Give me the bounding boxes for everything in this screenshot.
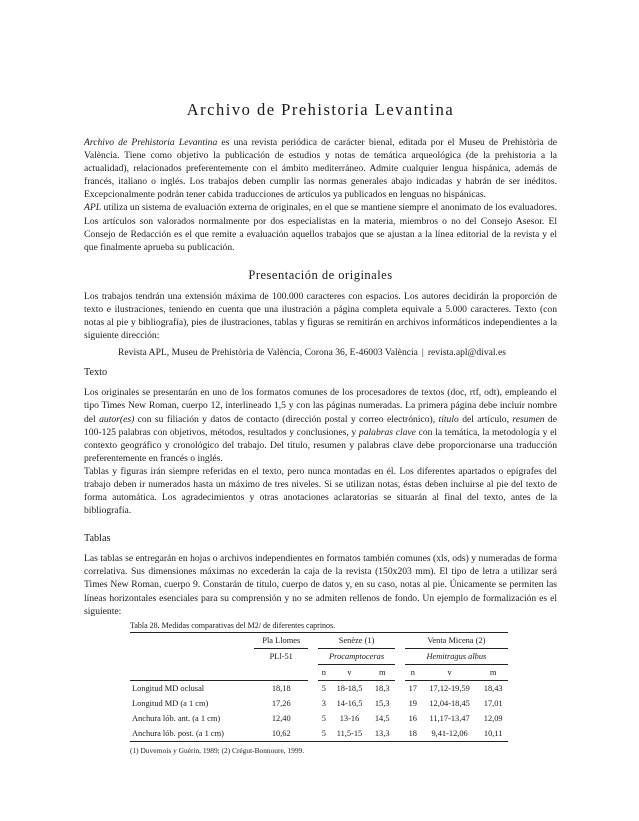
texto-p1-em-resumen: resumen [512, 413, 545, 425]
submission-address [84, 346, 557, 359]
subhead-v-1: v [329, 665, 369, 681]
row-label: Longitud MD (a 1 cm) [132, 699, 209, 708]
subhead-n-2: n [405, 665, 421, 681]
cell-m2: 12,09 [483, 714, 503, 723]
table-header-row-3-label-cell [130, 665, 254, 681]
table-header-row-3 [130, 665, 508, 681]
group2-header: Senèze (1) [318, 633, 394, 649]
example-table [130, 632, 508, 742]
cell-m2: 18,43 [483, 684, 503, 693]
cell-pl: 17,26 [271, 699, 291, 708]
table-row [130, 696, 508, 711]
cell-n1: 5 [321, 684, 326, 693]
cell-pl: 12,40 [271, 714, 291, 723]
email-link[interactable]: revista.apl@dival.es [427, 347, 506, 359]
table-row [130, 726, 508, 742]
section-heading-tablas: Tablas [84, 533, 111, 545]
texto-p1-em-titulo: título [438, 413, 459, 425]
cell-m1: 15,3 [374, 699, 390, 708]
table-empty-corner [130, 633, 254, 649]
subhead-v-2: v [421, 665, 479, 681]
cell-v2: 9,41-12,06 [421, 726, 479, 742]
postal-address: Revista APL, Museu de Prehistòria de València, Corona 36, E-46003 València [118, 347, 418, 359]
cell-pl: 10,62 [254, 726, 308, 742]
intro-paragraph-1-text: es una revista periódica de carácter bienal, editada por el Museu de Prehistòria de València. Tiene como objetivo la publicación de estudios y notas de temática arqueológica (de la prehistoria a la actualidad), relacionados preferentemente con el ámbito mediterráneo. Admite cualquier lengua hispánica, además de francés, italiano o inglés. Los trabajos deben cumplir las normas generales abajo indicadas y habrán de ser inéditos. Excepcionalmente podrán tener cabida traducciones de artículos ya publicados en lenguas no hispánicas. [84, 137, 557, 201]
texto-p1-em-autores: autor(es) [99, 413, 135, 425]
journal-name-italic: Archivo de Prehistoria Levantina [84, 137, 218, 148]
subhead-m-2: m [478, 665, 508, 681]
cell-v2: 11,17-13,47 [429, 714, 470, 723]
cell-n1: 5 [318, 726, 329, 742]
cell-v1: 13-16 [339, 714, 360, 723]
table-header-row-2 [130, 649, 508, 665]
texto-p1-em-palabras-clave: palabras clave [358, 426, 416, 438]
table-caption: Tabla 28. Medidas comparativas del M2/ de diferentes caprinos. [130, 621, 336, 630]
cell-n1: 3 [321, 699, 326, 708]
apl-abbrev-italic: APL [84, 202, 102, 214]
table-row [130, 711, 508, 726]
cell-v1: 11,5-15 [329, 726, 369, 742]
cell-n1: 5 [321, 714, 326, 723]
intro-paragraph-1 [84, 136, 557, 201]
cell-m1: 13,3 [370, 726, 395, 742]
intro-paragraph-2-text: utiliza un sistema de evaluación externa de originales, en el que se mantiene siempre el anonimato de los evaluadores. Los artículos son valorados normalmente por dos especialistas en la materia, miembros o no del Consejo Asesor. El Consejo de Redacción es el que remite a evaluación aquellos trabajos que se ajustan a la línea editorial de la revista y el que finalmente aprueba su publicación. [84, 202, 557, 253]
group3-header: Venta Micena (2) [405, 633, 508, 649]
group1-subheader: PLl-51 [269, 652, 293, 662]
subhead-m-1: m [370, 665, 395, 681]
row-label: Anchura lób. ant. (a 1 cm) [132, 714, 221, 723]
intro-paragraph-2 [84, 201, 557, 253]
texto-paragraph-1 [84, 386, 557, 465]
table-header-row-1 [130, 633, 508, 649]
presentacion-paragraph: Los trabajos tendrán una extensión máxima de 100.000 caracteres con espacios. Los autores decidirán la proporción de texto e ilustraciones, teniendo en cuenta que una ilustración a página completa equivale a 5.000 caracteres. Texto (con notas al pie y bibliografía), pies de ilustraciones, tablas y figuras se remitirán en archivos informáticos independientes a la siguiente dirección: [84, 290, 557, 342]
cell-n2: 17 [408, 684, 417, 693]
texto-p1-part-c: del artículo, [458, 413, 513, 425]
row-label: Longitud MD oclusal [132, 684, 205, 693]
texto-paragraph-2: Tablas y figuras irán siempre referidas en el texto, pero nunca montadas en él. Los diferentes apartados o epígrafes del trabajo deben ir numerados hasta un máximo de tres niveles. Si se utilizan notas, éstas deben incluirse al pie del texto de forma automática. Los agradecimientos y otras anotaciones aclaratorias se situarán al final del texto, antes de la bibliografía. [84, 465, 557, 517]
cell-n2: 19 [408, 699, 417, 708]
section-heading-presentacion: Presentación de originales [248, 267, 393, 282]
table-footnote: (1) Duvernois y Guérin, 1989; (2) Crégut-Bonnoure, 1999. [130, 746, 305, 755]
group1-header: Pla Llomes [254, 633, 308, 649]
group3-subheader: Hemitragus albus [405, 649, 508, 665]
tablas-paragraph: Las tablas se entregarán en hojas o archivos independientes en formatos también comunes (xls, ods) y numeradas de forma correlativa. Sus dimensiones máximas no excederán la caja de la revista (150x203 mm). El tipo de letra a utilizar será Times New Roman, cuerpo 9. Constarán de título, cuerpo de datos y, en su caso, notas al pie. Únicamente se permiten las líneas horizontales esenciales para su comprensión y no se admiten rellenos de fondo. Un ejemplo de formalización es el siguiente: [84, 553, 557, 617]
cell-v2: 12,04-18,45 [429, 699, 470, 708]
cell-m2: 17,01 [483, 699, 503, 708]
page-title: Archivo de Prehistoria Levantina [186, 100, 455, 119]
cell-v2: 17,12-19,59 [429, 684, 470, 693]
page-content [84, 100, 557, 618]
cell-m1: 18,3 [374, 684, 390, 693]
table-row [130, 681, 508, 697]
example-table-block [130, 621, 508, 755]
texto-p1-part-a: Los originales se presentarán en uno de los formatos comunes de los procesadores de textos (doc, rtf, odt), empleando el tipo Times New Roman, cuerpo 12, interlineado 1,5 y con las páginas numeradas. La primera página debe incluir nombre del [84, 387, 557, 425]
subhead-n-1: n [318, 665, 329, 681]
address-separator: | [421, 347, 424, 359]
texto-p1-part-d: de 100-125 palabras con objetivos, métodos, resultados y conclusiones, y [84, 413, 557, 438]
cell-n2: 18 [405, 726, 421, 742]
group2-subheader: Procamptoceras [318, 649, 394, 665]
cell-m1: 14,5 [374, 714, 390, 723]
cell-pl: 18,18 [271, 684, 291, 693]
cell-v1: 18-18,5 [336, 684, 363, 693]
section-heading-texto: Texto [84, 367, 108, 379]
cell-m2: 10,11 [478, 726, 508, 742]
texto-p1-part-b: con su filiación y datos de contacto (dirección postal y correo electrónico), [134, 413, 439, 425]
cell-n2: 16 [408, 714, 417, 723]
cell-v1: 14-16,5 [336, 699, 363, 708]
row-label: Anchura lób. post. (a 1 cm) [130, 726, 254, 742]
texto-p1-part-e: con la temática, la metodología y el contexto geográfico y cronológico del trabajo. Del título, resumen y palabras clave debe proporcionarse una traducción preferentemente en francés o inglés. [84, 426, 557, 464]
